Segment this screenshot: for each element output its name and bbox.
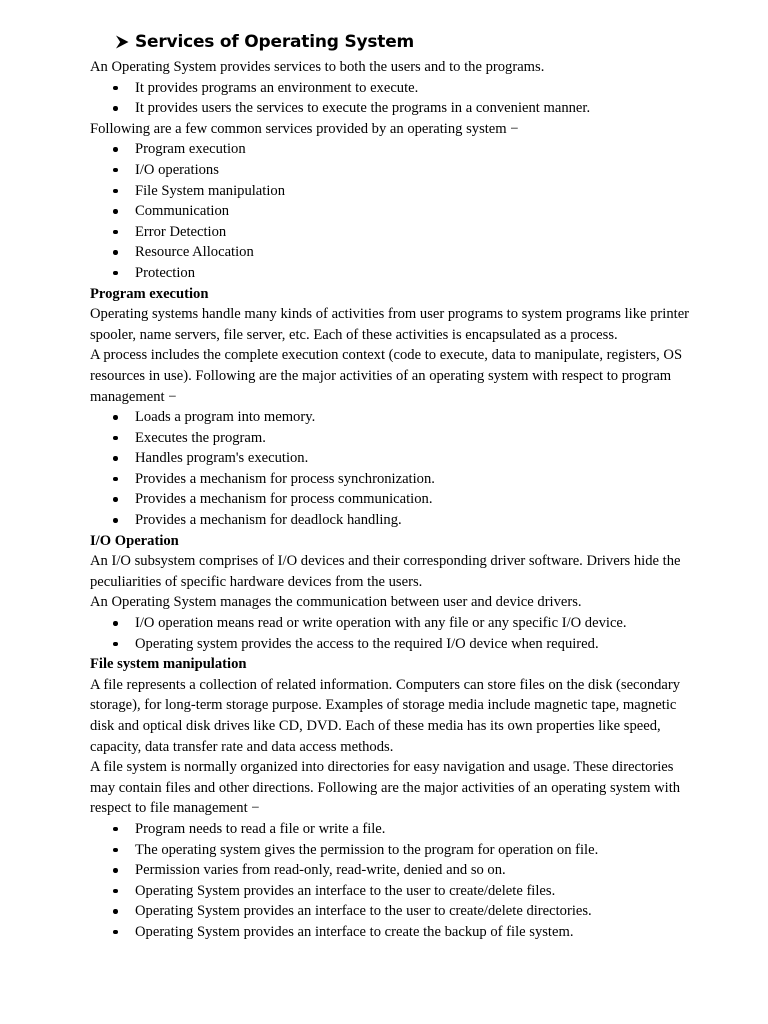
list-item: Permission varies from read-only, read-write, denied and so on. [90, 860, 690, 881]
program-execution-paragraph: A process includes the complete execution context (code to execute, data to manipulate, registers, OS resources in use). Following are the major activities of an operating system with respect to program management − [90, 347, 683, 405]
list-item: Communication [90, 201, 690, 222]
list-item: Handles program's execution. [90, 448, 690, 469]
file-system-heading: File system manipulation [90, 656, 247, 673]
list-item: Program execution [90, 139, 690, 160]
file-system-paragraph: A file represents a collection of related information. Computers can store files on the disk (secondary storage), for long-term storage purpose. Examples of storage media include magnetic tape, magnetic disk and optical disk drives like CD, DVD. Each of these media has its own properties like speed, capacity, data transfer rate and data access methods. [90, 676, 681, 755]
list-item: Executes the program. [90, 428, 690, 449]
services-intro-paragraph: Following are a few common services provided by an operating system − [90, 120, 519, 137]
page-title-text: Services of Operating System [135, 31, 415, 52]
list-item: I/O operations [90, 160, 690, 181]
list-item: The operating system gives the permission to the program for operation on file. [90, 840, 690, 861]
list-item: Operating system provides the access to the required I/O device when required. [90, 634, 690, 655]
list-item: It provides users the services to execute the programs in a convenient manner. [90, 98, 690, 119]
list-item: It provides programs an environment to execute. [90, 78, 690, 99]
io-operation-paragraph: An I/O subsystem comprises of I/O devices and their corresponding driver software. Drivers hide the peculiarities of specific hardware devices from the users. [90, 553, 681, 590]
list-item: Provides a mechanism for deadlock handling. [90, 510, 690, 531]
file-system-paragraph: A file system is normally organized into directories for easy navigation and usage. These directories may contain files and other directions. Following are the major activities of an operating system with respect to file management − [90, 759, 681, 817]
list-item: Program needs to read a file or write a file. [90, 819, 690, 840]
list-item: Resource Allocation [90, 242, 690, 263]
list-item: Provides a mechanism for process synchronization. [90, 469, 690, 490]
list-item: Loads a program into memory. [90, 407, 690, 428]
program-execution-heading: Program execution [90, 285, 209, 302]
file-system-list [90, 819, 690, 943]
page-title [114, 27, 690, 57]
intro-paragraph: An Operating System provides services to both the users and to the programs. [90, 59, 545, 75]
io-operation-paragraph: An Operating System manages the communication between user and device drivers. [90, 594, 582, 611]
io-operation-heading: I/O Operation [90, 532, 179, 549]
program-execution-list [90, 407, 690, 531]
list-item: Operating System provides an interface to the user to create/delete files. [90, 881, 690, 902]
io-operation-list [90, 613, 690, 654]
list-item: I/O operation means read or write operation with any file or any specific I/O device. [90, 613, 690, 634]
list-item: Operating System provides an interface to create the backup of file system. [90, 922, 690, 943]
list-item: Error Detection [90, 222, 690, 243]
arrowhead-bullet-icon [114, 34, 130, 50]
list-item: Operating System provides an interface to the user to create/delete directories. [90, 901, 690, 922]
list-item: File System manipulation [90, 181, 690, 202]
intro-list [90, 78, 690, 119]
document-page [90, 27, 690, 943]
list-item: Provides a mechanism for process communication. [90, 489, 690, 510]
program-execution-paragraph: Operating systems handle many kinds of activities from user programs to system programs like printer spooler, name servers, file server, etc. Each of these activities is encapsulated as a process. [90, 306, 690, 343]
list-item: Protection [90, 263, 690, 284]
services-list [90, 139, 690, 283]
